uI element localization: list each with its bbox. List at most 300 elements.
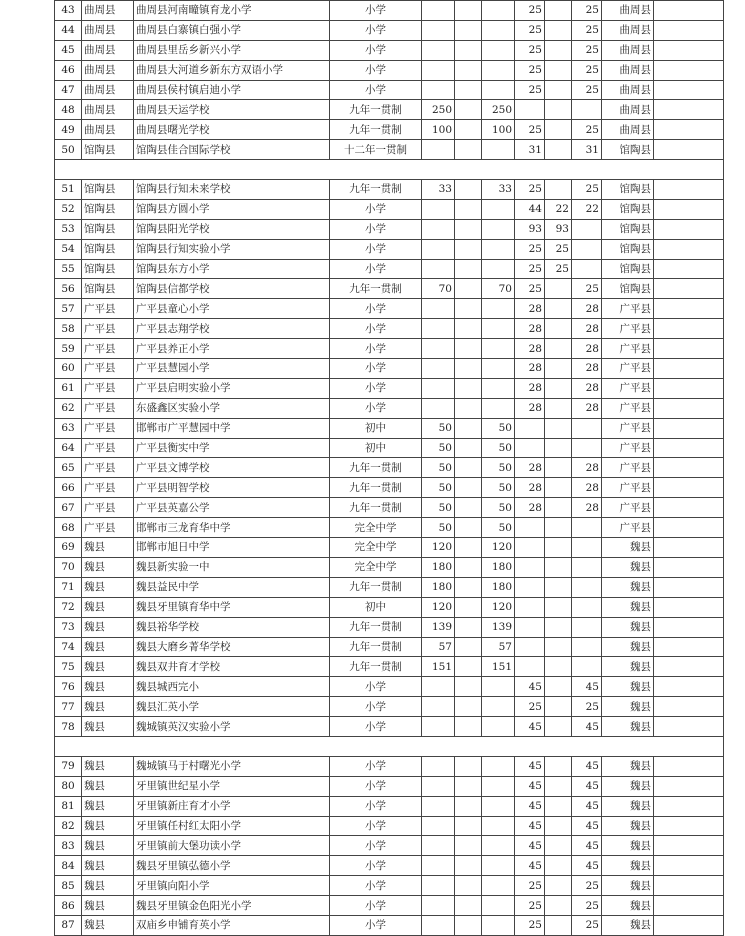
quota-cell-e <box>545 478 572 498</box>
school-type-cell: 小学 <box>330 756 422 776</box>
school-name-cell: 广平县养正小学 <box>134 339 330 359</box>
blank-cell <box>654 717 724 737</box>
quota-cell-e <box>545 717 572 737</box>
school-name-cell: 牙里镇新庄育才小学 <box>134 796 330 816</box>
county-cell: 馆陶县 <box>82 279 134 299</box>
row-number: 78 <box>55 717 82 737</box>
quota-cell-d: 28 <box>515 398 545 418</box>
row-number: 45 <box>55 40 82 60</box>
table-row <box>55 557 724 577</box>
school-type-cell: 九年一贯制 <box>330 458 422 478</box>
row-number: 43 <box>55 1 82 21</box>
row-number: 63 <box>55 418 82 438</box>
location-cell: 广平县 <box>602 478 654 498</box>
quota-cell-c: 100 <box>482 120 515 140</box>
quota-cell-c: 50 <box>482 418 515 438</box>
quota-cell-b <box>455 40 482 60</box>
quota-cell-a <box>422 140 455 160</box>
school-name-cell: 牙里镇世纪星小学 <box>134 776 330 796</box>
quota-cell-c <box>482 776 515 796</box>
school-name-cell: 魏县益民中学 <box>134 577 330 597</box>
location-cell: 广平县 <box>602 398 654 418</box>
quota-cell-a: 50 <box>422 418 455 438</box>
school-type-cell: 九年一贯制 <box>330 279 422 299</box>
quota-cell-f: 25 <box>572 279 602 299</box>
quota-cell-c <box>482 219 515 239</box>
quota-cell-c <box>482 816 515 836</box>
school-type-cell: 小学 <box>330 717 422 737</box>
quota-cell-f <box>572 617 602 637</box>
county-cell: 广平县 <box>82 478 134 498</box>
quota-cell-e <box>545 657 572 677</box>
quota-cell-f: 28 <box>572 478 602 498</box>
quota-cell-e <box>545 518 572 538</box>
location-cell: 曲周县 <box>602 20 654 40</box>
location-cell: 广平县 <box>602 498 654 518</box>
school-type-cell: 九年一贯制 <box>330 637 422 657</box>
quota-cell-b <box>455 896 482 916</box>
quota-cell-c <box>482 20 515 40</box>
school-type-cell: 小学 <box>330 80 422 100</box>
blank-cell <box>654 756 724 776</box>
quota-cell-d <box>515 438 545 458</box>
quota-cell-c <box>482 398 515 418</box>
blank-cell <box>654 518 724 538</box>
quota-cell-e <box>545 876 572 896</box>
quota-cell-c: 70 <box>482 279 515 299</box>
school-name-cell: 馆陶县信都学校 <box>134 279 330 299</box>
quota-cell-a <box>422 40 455 60</box>
quota-cell-f: 45 <box>572 816 602 836</box>
quota-cell-c <box>482 239 515 259</box>
quota-cell-b <box>455 359 482 379</box>
quota-cell-d: 25 <box>515 120 545 140</box>
quota-cell-d: 28 <box>515 339 545 359</box>
county-cell: 馆陶县 <box>82 259 134 279</box>
school-name-cell: 广平县童心小学 <box>134 299 330 319</box>
blank-cell <box>654 120 724 140</box>
quota-cell-e <box>545 677 572 697</box>
quota-cell-a: 100 <box>422 120 455 140</box>
blank-cell <box>654 597 724 617</box>
quota-cell-d: 25 <box>515 239 545 259</box>
location-cell: 魏县 <box>602 896 654 916</box>
quota-cell-e <box>545 20 572 40</box>
row-number: 77 <box>55 697 82 717</box>
location-cell: 魏县 <box>602 577 654 597</box>
quota-cell-a <box>422 319 455 339</box>
quota-cell-a: 50 <box>422 518 455 538</box>
quota-cell-f: 25 <box>572 896 602 916</box>
county-cell: 魏县 <box>82 657 134 677</box>
row-number: 74 <box>55 637 82 657</box>
county-cell: 魏县 <box>82 756 134 776</box>
table-row <box>55 896 724 916</box>
county-cell: 广平县 <box>82 518 134 538</box>
table-row <box>55 816 724 836</box>
blank-cell <box>654 80 724 100</box>
school-type-cell: 小学 <box>330 1 422 21</box>
table-row <box>55 458 724 478</box>
quota-cell-d: 25 <box>515 80 545 100</box>
school-type-cell: 小学 <box>330 259 422 279</box>
quota-cell-b <box>455 538 482 558</box>
quota-cell-a <box>422 836 455 856</box>
quota-cell-f: 28 <box>572 359 602 379</box>
school-name-cell: 牙里镇向阳小学 <box>134 876 330 896</box>
quota-cell-f <box>572 418 602 438</box>
row-number: 53 <box>55 219 82 239</box>
quota-cell-c <box>482 896 515 916</box>
quota-cell-f: 28 <box>572 299 602 319</box>
quota-cell-f <box>572 597 602 617</box>
county-cell: 魏县 <box>82 538 134 558</box>
location-cell: 广平县 <box>602 418 654 438</box>
quota-cell-c: 180 <box>482 557 515 577</box>
quota-cell-a: 139 <box>422 617 455 637</box>
county-cell: 魏县 <box>82 617 134 637</box>
row-number: 62 <box>55 398 82 418</box>
quota-cell-e <box>545 299 572 319</box>
quota-cell-e <box>545 896 572 916</box>
table-row <box>55 756 724 776</box>
quota-cell-e <box>545 359 572 379</box>
quota-cell-f <box>572 219 602 239</box>
quota-cell-a <box>422 359 455 379</box>
school-name-cell: 魏县牙里镇弘德小学 <box>134 856 330 876</box>
table-row <box>55 339 724 359</box>
row-number: 70 <box>55 557 82 577</box>
quota-cell-d: 25 <box>515 20 545 40</box>
table-row <box>55 120 724 140</box>
county-cell: 曲周县 <box>82 40 134 60</box>
quota-cell-e: 25 <box>545 259 572 279</box>
quota-cell-a <box>422 796 455 816</box>
row-number: 65 <box>55 458 82 478</box>
quota-cell-f: 28 <box>572 458 602 478</box>
county-cell: 魏县 <box>82 597 134 617</box>
quota-cell-c: 50 <box>482 438 515 458</box>
quota-cell-a: 50 <box>422 438 455 458</box>
county-cell: 广平县 <box>82 299 134 319</box>
school-name-cell: 魏县新实验一中 <box>134 557 330 577</box>
quota-cell-b <box>455 140 482 160</box>
table-row <box>55 40 724 60</box>
quota-cell-b <box>455 697 482 717</box>
quota-cell-d: 25 <box>515 697 545 717</box>
school-type-cell: 小学 <box>330 20 422 40</box>
quota-cell-d: 25 <box>515 259 545 279</box>
row-number: 48 <box>55 100 82 120</box>
school-type-cell: 小学 <box>330 896 422 916</box>
school-name-cell: 馆陶县佳合国际学校 <box>134 140 330 160</box>
blank-cell <box>654 398 724 418</box>
quota-cell-e <box>545 140 572 160</box>
quota-cell-a <box>422 776 455 796</box>
blank-cell <box>654 239 724 259</box>
quota-cell-d: 25 <box>515 40 545 60</box>
blank-cell <box>654 538 724 558</box>
county-cell: 馆陶县 <box>82 140 134 160</box>
table-row <box>55 100 724 120</box>
quota-cell-b <box>455 776 482 796</box>
quota-cell-c <box>482 359 515 379</box>
school-name-cell: 魏县汇英小学 <box>134 697 330 717</box>
table-row <box>55 20 724 40</box>
quota-cell-a <box>422 816 455 836</box>
school-name-cell: 曲周县大河道乡新东方双语小学 <box>134 60 330 80</box>
quota-cell-c <box>482 80 515 100</box>
quota-cell-a: 70 <box>422 279 455 299</box>
quota-cell-c: 139 <box>482 617 515 637</box>
quota-cell-d <box>515 518 545 538</box>
school-type-cell: 初中 <box>330 418 422 438</box>
quota-cell-f: 25 <box>572 20 602 40</box>
table-body <box>55 1 724 936</box>
school-type-cell: 小学 <box>330 219 422 239</box>
quota-cell-e <box>545 339 572 359</box>
quota-cell-e <box>545 697 572 717</box>
quota-cell-b <box>455 438 482 458</box>
row-number: 57 <box>55 299 82 319</box>
quota-cell-e <box>545 100 572 120</box>
quota-cell-f: 31 <box>572 140 602 160</box>
school-type-cell: 小学 <box>330 677 422 697</box>
county-cell: 广平县 <box>82 398 134 418</box>
row-number: 44 <box>55 20 82 40</box>
quota-cell-a <box>422 876 455 896</box>
quota-cell-b <box>455 100 482 120</box>
quota-cell-f: 25 <box>572 60 602 80</box>
quota-cell-b <box>455 577 482 597</box>
quota-cell-d: 25 <box>515 915 545 935</box>
blank-cell <box>654 259 724 279</box>
blank-cell <box>654 219 724 239</box>
row-number: 67 <box>55 498 82 518</box>
county-cell: 馆陶县 <box>82 239 134 259</box>
quota-cell-c <box>482 199 515 219</box>
school-type-cell: 九年一贯制 <box>330 478 422 498</box>
location-cell: 曲周县 <box>602 40 654 60</box>
table-row <box>55 697 724 717</box>
county-cell: 广平县 <box>82 319 134 339</box>
school-type-cell: 九年一贯制 <box>330 100 422 120</box>
blank-cell <box>654 438 724 458</box>
school-type-cell: 小学 <box>330 796 422 816</box>
row-number: 81 <box>55 796 82 816</box>
quota-cell-e <box>545 597 572 617</box>
row-number: 80 <box>55 776 82 796</box>
blank-cell <box>654 40 724 60</box>
quota-cell-d <box>515 637 545 657</box>
table-row <box>55 418 724 438</box>
quota-cell-b <box>455 637 482 657</box>
quota-cell-e <box>545 458 572 478</box>
quota-cell-d: 44 <box>515 199 545 219</box>
quota-cell-e <box>545 40 572 60</box>
quota-cell-c <box>482 339 515 359</box>
quota-cell-a <box>422 259 455 279</box>
quota-cell-b <box>455 617 482 637</box>
quota-cell-f <box>572 100 602 120</box>
quota-cell-c <box>482 1 515 21</box>
blank-cell <box>654 279 724 299</box>
quota-cell-d: 45 <box>515 756 545 776</box>
table-row <box>55 279 724 299</box>
quota-cell-a: 120 <box>422 538 455 558</box>
quota-cell-b <box>455 458 482 478</box>
quota-cell-d: 25 <box>515 279 545 299</box>
school-name-cell: 广平县英嘉公学 <box>134 498 330 518</box>
table-row <box>55 140 724 160</box>
quota-cell-f: 22 <box>572 199 602 219</box>
county-cell: 曲周县 <box>82 1 134 21</box>
blank-cell <box>654 100 724 120</box>
row-number: 87 <box>55 915 82 935</box>
school-name-cell: 邯郸市三龙育华中学 <box>134 518 330 538</box>
quota-cell-e <box>545 180 572 200</box>
quota-cell-c: 151 <box>482 657 515 677</box>
quota-cell-f: 25 <box>572 876 602 896</box>
quota-cell-a: 180 <box>422 577 455 597</box>
quota-cell-b <box>455 677 482 697</box>
quota-cell-e <box>545 756 572 776</box>
blank-cell <box>654 20 724 40</box>
quota-cell-f: 25 <box>572 40 602 60</box>
segment-gap <box>55 736 724 756</box>
quota-cell-b <box>455 856 482 876</box>
county-cell: 魏县 <box>82 637 134 657</box>
quota-cell-d <box>515 100 545 120</box>
quota-cell-c <box>482 60 515 80</box>
school-type-cell: 小学 <box>330 816 422 836</box>
location-cell: 魏县 <box>602 796 654 816</box>
quota-cell-a: 50 <box>422 458 455 478</box>
school-type-cell: 九年一贯制 <box>330 180 422 200</box>
county-cell: 魏县 <box>82 796 134 816</box>
school-name-cell: 馆陶县方圆小学 <box>134 199 330 219</box>
quota-cell-b <box>455 876 482 896</box>
quota-cell-f <box>572 438 602 458</box>
quota-cell-c: 120 <box>482 597 515 617</box>
quota-cell-a: 50 <box>422 478 455 498</box>
quota-cell-f: 45 <box>572 677 602 697</box>
quota-cell-d <box>515 557 545 577</box>
quota-cell-d: 25 <box>515 876 545 896</box>
blank-cell <box>654 697 724 717</box>
school-name-cell: 魏城镇英汉实验小学 <box>134 717 330 737</box>
quota-cell-c: 50 <box>482 458 515 478</box>
table-row <box>55 299 724 319</box>
quota-cell-a <box>422 20 455 40</box>
quota-cell-f <box>572 577 602 597</box>
school-name-cell: 魏县裕华学校 <box>134 617 330 637</box>
quota-cell-e <box>545 418 572 438</box>
quota-cell-f <box>572 657 602 677</box>
location-cell: 魏县 <box>602 677 654 697</box>
quota-cell-c <box>482 836 515 856</box>
location-cell: 曲周县 <box>602 80 654 100</box>
location-cell: 馆陶县 <box>602 199 654 219</box>
quota-cell-c <box>482 915 515 935</box>
quota-cell-c: 50 <box>482 518 515 538</box>
table-row <box>55 518 724 538</box>
school-type-cell: 小学 <box>330 378 422 398</box>
school-type-cell: 九年一贯制 <box>330 120 422 140</box>
quota-cell-a: 180 <box>422 557 455 577</box>
county-cell: 馆陶县 <box>82 180 134 200</box>
location-cell: 魏县 <box>602 876 654 896</box>
quota-cell-c <box>482 299 515 319</box>
county-cell: 魏县 <box>82 577 134 597</box>
school-name-cell: 广平县慧园小学 <box>134 359 330 379</box>
quota-cell-e <box>545 856 572 876</box>
quota-cell-f: 45 <box>572 856 602 876</box>
school-name-cell: 曲周县里岳乡新兴小学 <box>134 40 330 60</box>
school-quota-table <box>54 0 724 936</box>
quota-cell-a <box>422 60 455 80</box>
school-name-cell: 魏县城西完小 <box>134 677 330 697</box>
blank-cell <box>654 60 724 80</box>
blank-cell <box>654 299 724 319</box>
school-type-cell: 小学 <box>330 60 422 80</box>
quota-cell-a: 50 <box>422 498 455 518</box>
blank-cell <box>654 816 724 836</box>
location-cell: 馆陶县 <box>602 259 654 279</box>
blank-cell <box>654 498 724 518</box>
quota-cell-a: 33 <box>422 180 455 200</box>
school-name-cell: 广平县文博学校 <box>134 458 330 478</box>
table-row <box>55 199 724 219</box>
location-cell: 魏县 <box>602 756 654 776</box>
quota-cell-d <box>515 418 545 438</box>
table-row <box>55 219 724 239</box>
quota-cell-d: 28 <box>515 378 545 398</box>
row-number: 61 <box>55 378 82 398</box>
quota-cell-f: 45 <box>572 796 602 816</box>
location-cell: 曲周县 <box>602 1 654 21</box>
school-type-cell: 初中 <box>330 438 422 458</box>
location-cell: 曲周县 <box>602 60 654 80</box>
quota-cell-e <box>545 816 572 836</box>
quota-cell-e <box>545 378 572 398</box>
school-type-cell: 九年一贯制 <box>330 617 422 637</box>
row-number: 72 <box>55 597 82 617</box>
blank-cell <box>654 577 724 597</box>
quota-cell-e <box>545 398 572 418</box>
school-name-cell: 魏县双井育才学校 <box>134 657 330 677</box>
school-name-cell: 曲周县白寨镇白强小学 <box>134 20 330 40</box>
location-cell: 魏县 <box>602 597 654 617</box>
quota-cell-d: 28 <box>515 458 545 478</box>
location-cell: 馆陶县 <box>602 219 654 239</box>
table-row <box>55 378 724 398</box>
quota-cell-e <box>545 915 572 935</box>
quota-cell-d <box>515 577 545 597</box>
quota-cell-e <box>545 80 572 100</box>
quota-cell-c <box>482 140 515 160</box>
table-row <box>55 319 724 339</box>
county-cell: 魏县 <box>82 915 134 935</box>
quota-cell-d: 28 <box>515 319 545 339</box>
table-row <box>55 180 724 200</box>
quota-cell-e <box>545 538 572 558</box>
quota-cell-a <box>422 398 455 418</box>
location-cell: 广平县 <box>602 299 654 319</box>
county-cell: 广平县 <box>82 498 134 518</box>
location-cell: 广平县 <box>602 518 654 538</box>
quota-cell-c <box>482 856 515 876</box>
